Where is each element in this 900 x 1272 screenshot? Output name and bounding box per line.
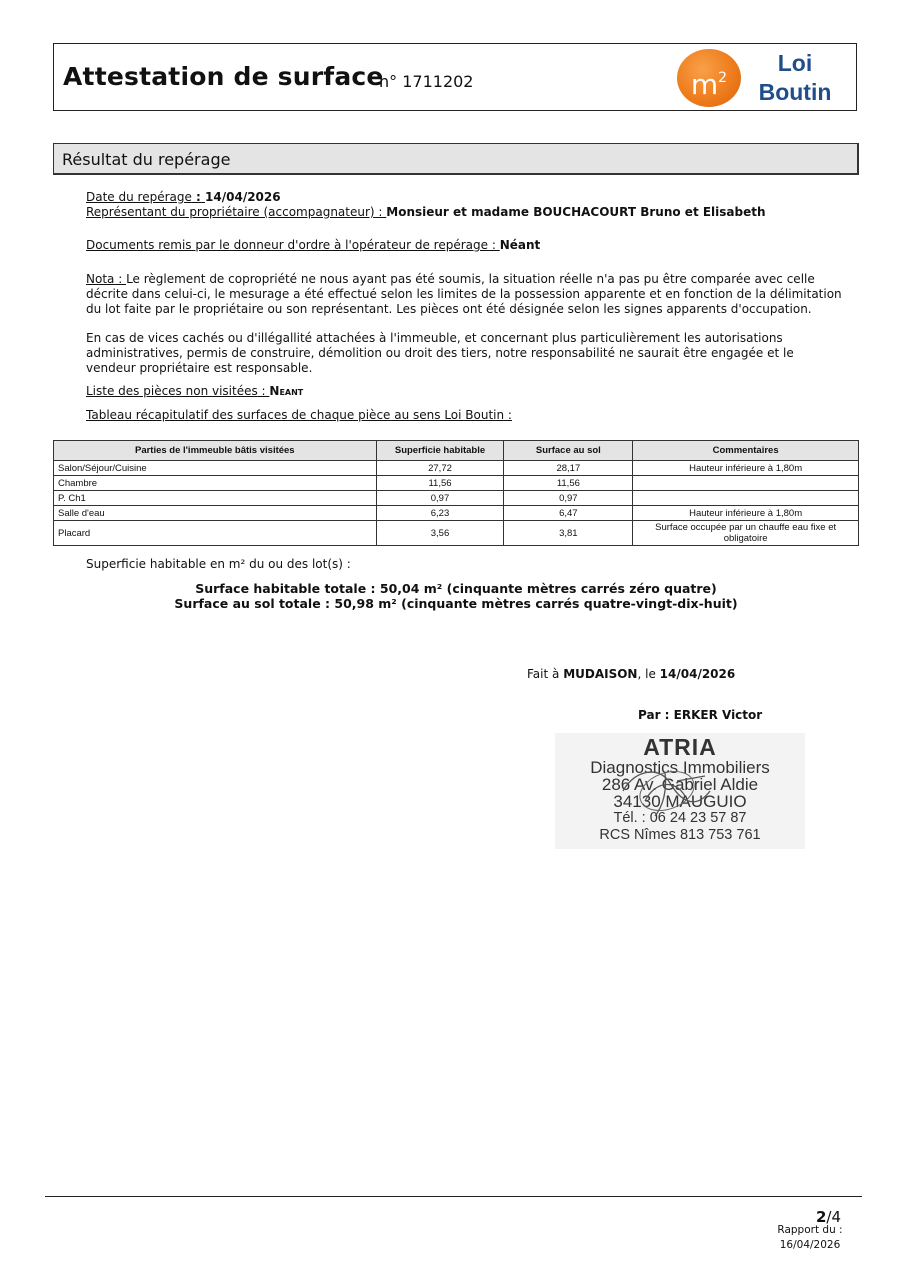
nota-text: Le règlement de copropriété ne nous ayant pas été soumis, la situation réelle n'a pas pu être comparée avec celle décrite dans celui-ci, le mesurage a été effectué selon les limites de la possession apparente et en fonction de la délimitation du lot faite par le propriétaire ou son représentant. Les pièces ont été désignée selon les signes apparents d'occupation.	[86, 272, 842, 316]
documents-label: Documents remis par le donneur d'ordre à l'opérateur de repérage	[86, 238, 489, 252]
made-at-date: 14/04/2026	[659, 667, 736, 681]
stamp-company-name: ATRIA	[643, 734, 717, 760]
inspection-date-line	[86, 190, 846, 205]
room-name-cell: Salle d'eau	[54, 506, 377, 521]
date-label: Date du repérage	[86, 190, 192, 204]
total-habitable-area: Surface habitable totale : 50,04 m² (cinquante mètres carrés zéro quatre)	[195, 581, 717, 596]
made-at-prefix: Fait à	[527, 667, 564, 681]
made-at-line	[527, 667, 735, 681]
date-value: 14/04/2026	[205, 190, 281, 204]
habitable-area-cell: 11,56	[376, 476, 504, 491]
habitable-area-cell: 27,72	[376, 461, 504, 476]
comment-cell: Hauteur inférieure à 1,80m	[633, 461, 859, 476]
vices-paragraph: En cas de vices cachés ou d'illégallité attachées à l'immeuble, et concernant plus particulièrement les autorisations administratives, permis de construire, démolition ou droit des tiers, notre responsabilité ne saurait être engagée et le vendeur propriétaire est responsable.	[86, 331, 794, 375]
table-row	[54, 461, 859, 476]
total-floor-area: Surface au sol totale : 50,98 m² (cinquante mètres carrés quatre-vingt-dix-huit)	[174, 596, 738, 611]
company-stamp	[555, 733, 805, 849]
comment-cell	[633, 476, 859, 491]
representative-label: Représentant du propriétaire (accompagnateur)	[86, 205, 375, 219]
representative-value: Monsieur et madame BOUCHACOURT Bruno et Elisabeth	[386, 205, 766, 219]
stamp-line: 286 Av. Gabriel Aldie	[601, 775, 759, 794]
floor-area-cell: 3,81	[504, 521, 633, 546]
loi-boutin-logo	[677, 49, 741, 107]
date-separator: :	[191, 190, 206, 204]
stamp-line: 34130 MAUGUIO	[613, 792, 747, 811]
comment-cell: Surface occupée par un chauffe eau fixe et obligatoire	[633, 521, 859, 546]
page-total: /4	[826, 1208, 841, 1226]
surface-table	[53, 440, 859, 546]
made-at-city: MUDAISON	[563, 667, 638, 681]
stamp-line: RCS Nîmes 813 753 761	[599, 827, 761, 843]
logo-text-line1: Loi	[777, 50, 813, 76]
habitable-area-cell: 3,56	[376, 521, 504, 546]
nota-paragraph	[86, 272, 846, 317]
section-title: Résultat du repérage	[62, 150, 231, 169]
document-number: n° 1711202	[379, 72, 474, 91]
floor-area-cell: 6,47	[504, 506, 633, 521]
nota-label: Nota	[86, 272, 115, 286]
floor-area-cell: 28,17	[504, 461, 633, 476]
logo-mark: m	[690, 68, 719, 101]
representative-separator: :	[374, 205, 387, 219]
summary-intro: Superficie habitable en m² du ou des lot(s) :	[86, 557, 351, 571]
documents-value: Néant	[499, 238, 541, 252]
nota-separator: :	[114, 272, 127, 286]
logo-mark-sup: 2	[718, 70, 728, 86]
footer-divider	[45, 1196, 862, 1197]
stamp-line: Diagnostics Immobiliers	[590, 758, 770, 777]
section-header	[53, 143, 859, 175]
non-visited-line	[86, 384, 846, 399]
table-row	[54, 491, 859, 506]
handwritten-signature	[615, 761, 725, 821]
comment-cell: Hauteur inférieure à 1,80m	[633, 506, 859, 521]
table-header-cell: Surface au sol	[504, 441, 633, 461]
room-name-cell: Chambre	[54, 476, 377, 491]
comment-cell	[633, 491, 859, 506]
table-header-cell: Commentaires	[633, 441, 859, 461]
non-visited-separator: :	[257, 384, 270, 398]
report-date: 16/04/2026	[779, 1239, 841, 1251]
room-name-cell: Placard	[54, 521, 377, 546]
made-at-date-prefix: , le	[637, 667, 660, 681]
page-current: 2	[815, 1208, 827, 1226]
documents-line	[86, 238, 846, 253]
signed-by: Par : ERKER Victor	[638, 708, 763, 722]
logo-text-line2: Boutin	[758, 79, 832, 105]
document-title: Attestation de surface	[63, 62, 384, 91]
table-header-row	[54, 441, 859, 461]
room-name-cell: Salon/Séjour/Cuisine	[54, 461, 377, 476]
table-row	[54, 476, 859, 491]
representative-line	[86, 205, 846, 220]
table-header-cell: Parties de l'immeuble bâtis visitées	[54, 441, 377, 461]
document-header	[53, 43, 857, 111]
non-visited-label: Liste des pièces non visitées	[86, 384, 258, 398]
room-name-cell: P. Ch1	[54, 491, 377, 506]
habitable-area-cell: 6,23	[376, 506, 504, 521]
non-visited-value: Neant	[269, 384, 304, 398]
report-label: Rapport du :	[777, 1224, 843, 1236]
floor-area-cell: 0,97	[504, 491, 633, 506]
habitable-area-cell: 0,97	[376, 491, 504, 506]
table-row	[54, 506, 859, 521]
floor-area-cell: 11,56	[504, 476, 633, 491]
table-header-cell: Superficie habitable	[376, 441, 504, 461]
logo-text	[753, 49, 837, 107]
stamp-line: Tél. : 06 24 23 57 87	[613, 810, 747, 826]
documents-separator: :	[488, 238, 500, 252]
table-intro: Tableau récapitulatif des surfaces de chaque pièce au sens Loi Boutin :	[86, 408, 512, 422]
table-row	[54, 521, 859, 546]
